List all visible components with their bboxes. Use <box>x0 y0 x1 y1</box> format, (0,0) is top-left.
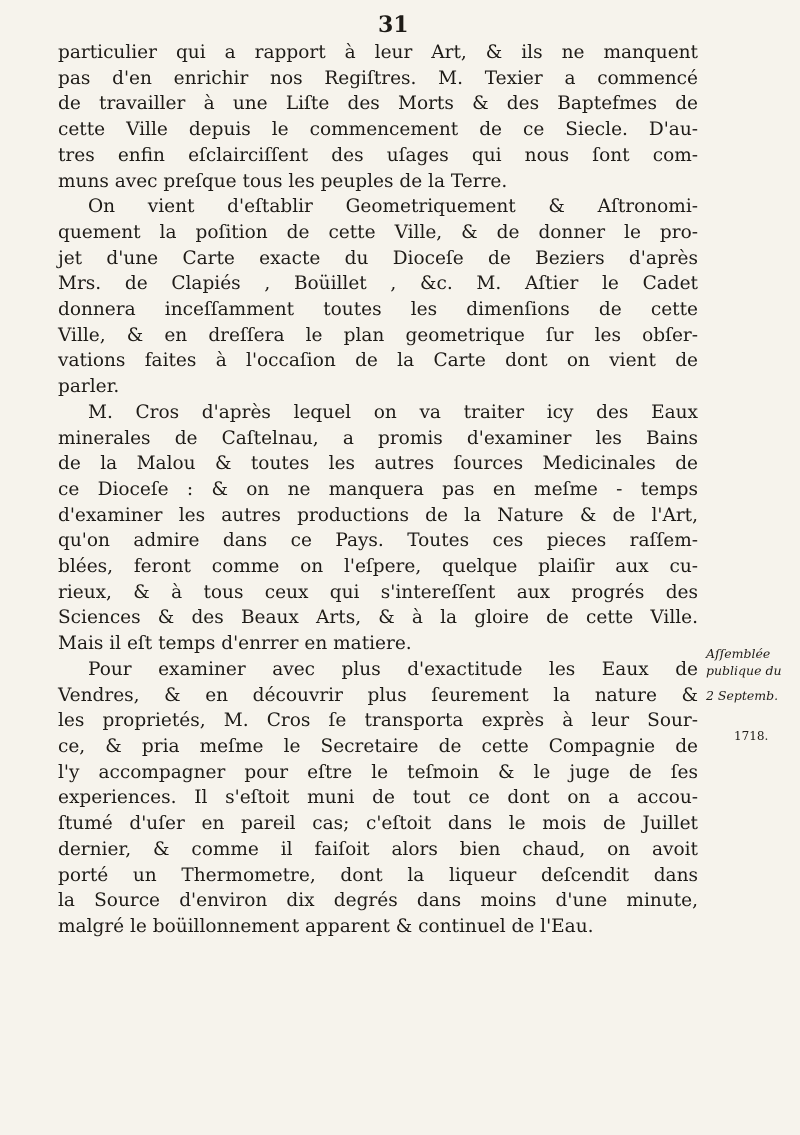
margin-note-year: 1718. <box>734 729 769 743</box>
body-text <box>58 40 698 940</box>
text-line: ce Dioceſe : & on ne manquera pas en meſme - temps <box>58 478 698 500</box>
text-line: de la Malou & toutes les autres ſources Medicinales de <box>58 453 698 475</box>
text-line: qu'on admire dans ce Pays. Toutes ces pieces raſſem- <box>58 530 698 552</box>
text-line: cette Ville depuis le commencement de ce Siecle. D'au- <box>58 119 698 141</box>
text-line: On vient d'eſtablir Geometriquement & Aſtronomi- <box>88 196 698 218</box>
text-line: pas d'en enrichir nos Regiſtres. M. Texier a commencé <box>58 67 698 89</box>
text-line: dernier, & comme il faiſoit alors bien chaud, on avoit <box>58 838 698 860</box>
text-line: Ville, & en dreſſera le plan geometrique ſur les obſer- <box>58 324 698 346</box>
text-line: tres enfin eſclairciſſent des uſages qui nous ſont com- <box>58 144 698 166</box>
text-line: rieux, & à tous ceux qui s'intereſſent aux progrés des <box>58 581 698 603</box>
text-line: l'y accompagner pour eſtre le teſmoin & le juge de ſes <box>58 761 698 783</box>
margin-note-date: 2 Septemb. <box>706 688 779 703</box>
text-line: ſtumé d'uſer en pareil cas; c'eſtoit dans le mois de Juillet <box>58 813 698 835</box>
text-line: ce, & pria meſme le Secretaire de cette Compagnie de <box>58 735 698 757</box>
text-line: blées, feront comme on l'eſpere, quelque plaiſir aux cu- <box>58 556 698 578</box>
margin-note-assembly: Aſſemblée <box>706 646 771 661</box>
text-line: Sciences & des Beaux Arts, & à la gloire de cette Ville. <box>58 607 698 629</box>
text-line: vations faites à l'occaſion de la Carte dont on vient de <box>58 350 698 372</box>
text-line: malgré le boüillonnement apparent & continuel de l'Eau. <box>58 915 594 937</box>
text-line: Mrs. de Clapiés , Boüillet , &c. M. Aſtier le Cadet <box>58 273 698 295</box>
margin-note-public: publique du <box>706 663 782 678</box>
text-line: experiences. Il s'eſtoit muni de tout ce dont on a accou- <box>58 787 698 809</box>
text-line: quement la poſition de cette Ville, & de donner le pro- <box>58 221 698 243</box>
text-line: la Source d'environ dix degrés dans moins d'une minute, <box>58 890 698 912</box>
text-line: d'examiner les autres productions de la Nature & de l'Art, <box>58 504 698 526</box>
text-line: Pour examiner avec plus d'exactitude les Eaux de <box>88 658 698 680</box>
text-line: Mais il eſt temps d'enrrer en matiere. <box>58 633 412 655</box>
text-line: M. Cros d'après lequel on va traiter icy des Eaux <box>88 401 698 423</box>
text-line: les proprietés, M. Cros ſe transporta exprès à leur Sour- <box>58 710 698 732</box>
text-line: de travailler à une Liſte des Morts & des Baptefmes de <box>58 93 698 115</box>
text-line: minerales de Caſtelnau, a promis d'examiner les Bains <box>58 427 698 449</box>
text-line: jet d'une Carte exacte du Dioceſe de Beziers d'après <box>58 247 698 269</box>
page-number: 31 <box>378 12 409 38</box>
text-line: parler. <box>58 376 120 398</box>
text-line: Vendres, & en découvrir plus ſeurement la nature & <box>58 684 698 706</box>
text-line: porté un Thermometre, dont la liqueur deſcendit dans <box>58 864 698 886</box>
text-line: particulier qui a rapport à leur Art, & ils ne manquent <box>58 42 698 63</box>
text-line: donnera inceſſamment toutes les dimenſions de cette <box>58 299 698 321</box>
text-line: muns avec preſque tous les peuples de la Terre. <box>58 170 508 192</box>
